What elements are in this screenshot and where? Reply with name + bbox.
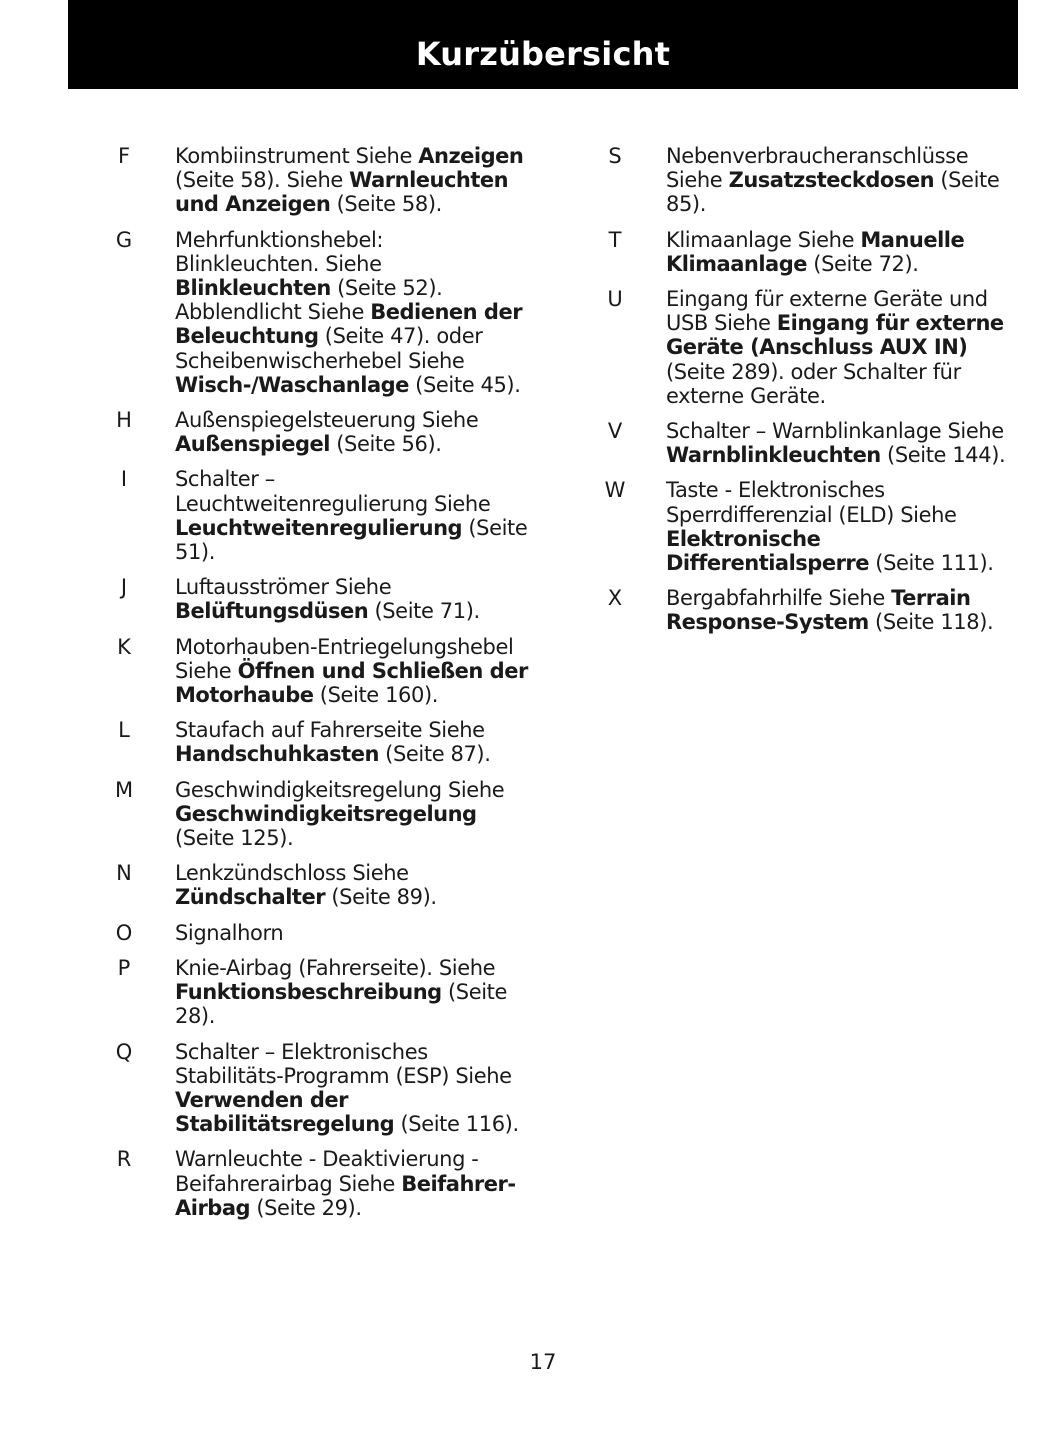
entry-description: Schalter – Elektronisches Stabilitäts-Programm (ESP) Siehe (175, 1039, 512, 1088)
entry-description: Schalter – Warnblinkanlage Siehe (666, 419, 1004, 444)
entry-description: Warnleuchte - Deaktivierung - Beifahrerairbag Siehe (175, 1147, 479, 1196)
entry-description: Motorhauben-Entriegelungshebel Siehe (175, 634, 514, 683)
entry-letter: T (608, 227, 622, 252)
cross-reference: Wisch-/Waschanlage (175, 372, 409, 397)
entry-description: (Seite 56). (329, 432, 442, 457)
cross-reference: Leuchtweitenregulierung (175, 515, 463, 540)
entry-text (175, 778, 530, 851)
legend-entry-u (601, 287, 1021, 408)
entry-description: (Seite 71). (368, 599, 480, 624)
cross-reference: Blinkleuchten (175, 276, 331, 301)
entry-text (175, 1147, 530, 1220)
entry-text (175, 956, 530, 1029)
entry-description: (Seite 118). (868, 610, 994, 635)
legend-entry-h (110, 408, 530, 456)
entry-description: Knie-Airbag (Fahrerseite). Siehe (175, 955, 496, 980)
entry-description: Mehrfunktionshebel: Blinkleuchten. Siehe (175, 227, 384, 276)
legend-entry-f (110, 144, 530, 217)
entry-description: Nebenverbraucheranschlüsse Siehe (666, 144, 969, 193)
legend-entry-j (110, 575, 530, 623)
entry-text (175, 144, 530, 217)
legend-entry-o (110, 921, 530, 945)
entry-description: (Seite 58). (330, 192, 442, 217)
legend-entry-n (110, 861, 530, 909)
entry-letter: V (607, 419, 623, 444)
entry-description: Schalter – Leuchtweitenregulierung Siehe (175, 467, 491, 516)
entry-letter: P (117, 955, 131, 980)
entry-description: (Seite 58). Siehe (175, 168, 350, 193)
entry-description: (Seite 47). oder Scheibenwischerhebel Siehe (175, 324, 483, 373)
cross-reference: Außenspiegel (175, 432, 330, 457)
entry-letter: W (604, 478, 626, 503)
cross-reference: Elektronische Differentialsperre (666, 526, 870, 576)
entry-description: (Seite 28). (175, 980, 508, 1029)
cross-reference: Bedienen der Beleuchtung (175, 300, 523, 349)
page-title: Kurzübersicht (415, 35, 671, 73)
entry-letter: J (120, 575, 128, 600)
entry-description: (Seite 125). (175, 826, 294, 851)
entry-description: (Seite 89). (325, 885, 437, 910)
entry-letter: S (608, 144, 622, 168)
entry-letter: L (118, 718, 130, 743)
entry-text (175, 635, 530, 708)
entry-description: Bergabfahrhilfe Siehe (666, 586, 892, 611)
entry-description: (Seite 85). (666, 168, 1000, 217)
entry-letter: R (116, 1147, 132, 1172)
entry-text (175, 408, 530, 456)
cross-reference: Terrain Response-System (666, 586, 971, 635)
cross-reference: Beifahrer-Airbag (175, 1171, 516, 1220)
entry-description: Lenkzündschloss Siehe (175, 861, 409, 886)
cross-reference: Geschwindigkeitsregelung (175, 801, 477, 826)
entry-description: (Seite 87). (378, 742, 491, 767)
entry-description: Geschwindigkeitsregelung Siehe (175, 777, 505, 802)
entry-letter: N (116, 861, 132, 886)
entry-text (666, 287, 1021, 408)
cross-reference: Zusatzsteckdosen (728, 168, 935, 193)
cross-reference: Verwenden der Stabilitätsregelung (175, 1087, 395, 1137)
legend-entry-m (110, 778, 530, 851)
entry-description: (Seite 52). Abblendlicht Siehe (175, 276, 443, 325)
legend-entry-x (601, 586, 1021, 634)
entry-description: (Seite 111). (869, 551, 994, 576)
entry-letter: F (117, 144, 131, 168)
entry-text (175, 467, 530, 564)
entry-letter: K (117, 634, 131, 659)
entry-text (666, 419, 1021, 467)
entry-letter: H (116, 408, 132, 433)
entry-text (666, 144, 1021, 217)
entry-description: (Seite 72). (807, 251, 919, 276)
entry-description: (Seite 144). (880, 443, 1006, 468)
cross-reference: Öffnen und Schließen der Motorhaube (175, 658, 528, 708)
entry-description: Kombiinstrument Siehe (175, 144, 419, 168)
entry-letter: G (115, 227, 133, 252)
cross-reference: Funktionsbeschreibung (175, 980, 442, 1005)
legend-entry-r (110, 1147, 530, 1220)
cross-reference: Eingang für externe Geräte (Anschluss AUX IN) (666, 311, 1004, 360)
entry-text (175, 1040, 530, 1137)
legend-entry-s (601, 144, 1021, 217)
entry-text (175, 861, 530, 909)
header-bar (68, 0, 1018, 89)
entry-description: (Seite 45). (408, 372, 521, 397)
entry-letter: U (607, 287, 623, 312)
entry-description: (Seite 116). (394, 1112, 519, 1137)
legend-entry-q (110, 1040, 530, 1137)
entry-letter: X (607, 586, 623, 611)
entry-text (175, 921, 530, 945)
legend-entry-t (601, 228, 1021, 276)
cross-reference: Handschuhkasten (175, 742, 379, 767)
entry-description: Klimaanlage Siehe (666, 227, 861, 252)
cross-reference: Zündschalter (175, 885, 326, 910)
cross-reference: Anzeigen (418, 144, 524, 168)
entry-letter: O (115, 920, 133, 945)
entry-description: Taste - Elektronisches Sperrdifferenzial (ELD) Siehe (666, 478, 957, 527)
right-column (601, 144, 1021, 646)
entry-description: (Seite 51). (175, 515, 528, 565)
left-column (110, 144, 530, 1231)
entry-description: Eingang für externe Geräte und USB Siehe (666, 287, 988, 336)
legend-entry-p (110, 956, 530, 1029)
entry-text (175, 228, 530, 397)
legend-entry-v (601, 419, 1021, 467)
page-number: 17 (529, 1350, 557, 1374)
entry-text (175, 575, 530, 623)
entry-description: Signalhorn (175, 920, 284, 945)
cross-reference: Warnblinkleuchten (666, 443, 881, 468)
entry-letter: Q (115, 1039, 133, 1064)
entry-text (666, 228, 1021, 276)
cross-reference: Manuelle Klimaanlage (666, 227, 965, 276)
legend-entry-g (110, 228, 530, 397)
legend-entry-i (110, 467, 530, 564)
cross-reference: Belüftungsdüsen (175, 599, 369, 624)
entry-description: Luftausströmer Siehe (175, 575, 392, 600)
legend-entry-w (601, 478, 1021, 575)
entry-description: Staufach auf Fahrerseite Siehe (175, 718, 485, 743)
legend-entry-l (110, 718, 530, 766)
entry-letter: I (120, 467, 128, 492)
legend-entry-k (110, 635, 530, 708)
entry-text (666, 478, 1021, 575)
entry-description: (Seite 160). (313, 683, 439, 708)
entry-text (666, 586, 1021, 634)
entry-description: (Seite 289). oder Schalter für externe Geräte. (666, 359, 961, 408)
entry-letter: M (114, 777, 134, 802)
entry-description: Außenspiegelsteuerung Siehe (175, 408, 479, 433)
entry-description: (Seite 29). (250, 1195, 362, 1220)
entry-text (175, 718, 530, 766)
cross-reference: Warnleuchten und Anzeigen (175, 168, 509, 217)
